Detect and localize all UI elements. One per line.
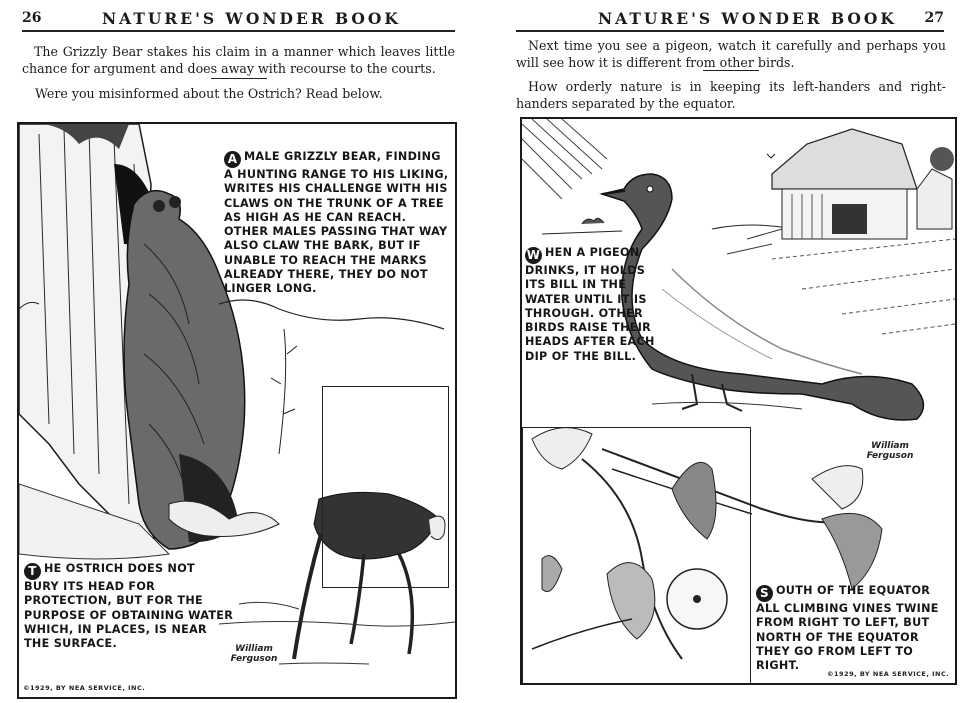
- right-page: [484, 0, 967, 703]
- caption-text: HE OSTRICH DOES NOT BURY ITS HEAD FOR PROTECTION, BUT FOR THE PURPOSE OF OBTAINING WATER WHICH, IN PLACES, IS NEAR THE SURFACE.: [24, 562, 234, 651]
- bear-caption: [224, 150, 449, 297]
- divider: [703, 70, 759, 71]
- caption-text: OUTH OF THE EQUATOR ALL CLIMBING VINES TWINE FROM RIGHT TO LEFT, BUT NORTH OF THE EQUATOR THEY GO FROM LEFT TO RIGHT.: [756, 584, 939, 673]
- running-header: [22, 8, 455, 32]
- inset-box: [322, 386, 449, 588]
- signature-first: William: [235, 644, 273, 654]
- artist-signature: [219, 644, 289, 664]
- book-title: NATURE'S WONDER BOOK: [102, 9, 401, 28]
- illustration-panel: [17, 122, 457, 699]
- intro-paragraph: Next time you see a pigeon, watch it carefully and perhaps you will see how it is different from other birds.: [516, 38, 946, 70]
- book-title: NATURE'S WONDER BOOK: [598, 9, 897, 28]
- pigeon-caption: [525, 246, 655, 364]
- copyright-notice: ©1929, BY NEA SERVICE, INC.: [827, 670, 950, 678]
- signature-first: William: [871, 441, 909, 451]
- caption-text: MALE GRIZZLY BEAR, FINDING A HUNTING RANGE TO HIS LIKING, WRITES HIS CHALLENGE WITH HIS CLAWS ON THE TRUNK OF A TREE AS HIGH AS HE CAN REACH. OTHER MALES PASSING THAT WAY ALSO CLAW THE BARK, BUT IF UNABLE TO REACH THE MARKS ALREADY THERE, THEY DO NOT LINGER LONG.: [224, 150, 449, 296]
- signature-last: Ferguson: [866, 451, 914, 461]
- copyright-notice: ©1929, BY NEA SERVICE, INC.: [23, 684, 146, 692]
- drop-cap: A: [224, 151, 241, 168]
- illustration-panel: [520, 117, 957, 685]
- drop-cap: S: [756, 585, 773, 602]
- page-number: 26: [22, 10, 42, 26]
- ostrich-caption: [24, 562, 234, 651]
- page-number: 27: [924, 10, 944, 26]
- intro-paragraph: Were you misinformed about the Ostrich? Read below.: [35, 86, 383, 101]
- artist-signature: [860, 441, 920, 461]
- drop-cap: T: [24, 563, 41, 580]
- inset-box: [522, 427, 751, 684]
- signature-last: Ferguson: [230, 654, 278, 664]
- drop-cap: W: [526, 248, 541, 262]
- caption-text: HEN A PIGEON DRINKS, IT HOLDS ITS BILL IN THE WATER UNTIL IT IS THROUGH. OTHER BIRDS RAISE THEIR HEADS AFTER EACH DIP OF THE BILL.: [525, 246, 655, 363]
- running-header: [516, 8, 944, 32]
- intro-paragraph: How orderly nature is in keeping its left-handers and right-handers separated by the equator.: [516, 79, 946, 111]
- divider: [211, 78, 267, 79]
- intro-paragraph: The Grizzly Bear stakes his claim in a manner which leaves little chance for argument and does away with recourse to the courts.: [22, 44, 455, 76]
- barn-icon: [772, 129, 954, 239]
- vine-caption: [756, 584, 946, 673]
